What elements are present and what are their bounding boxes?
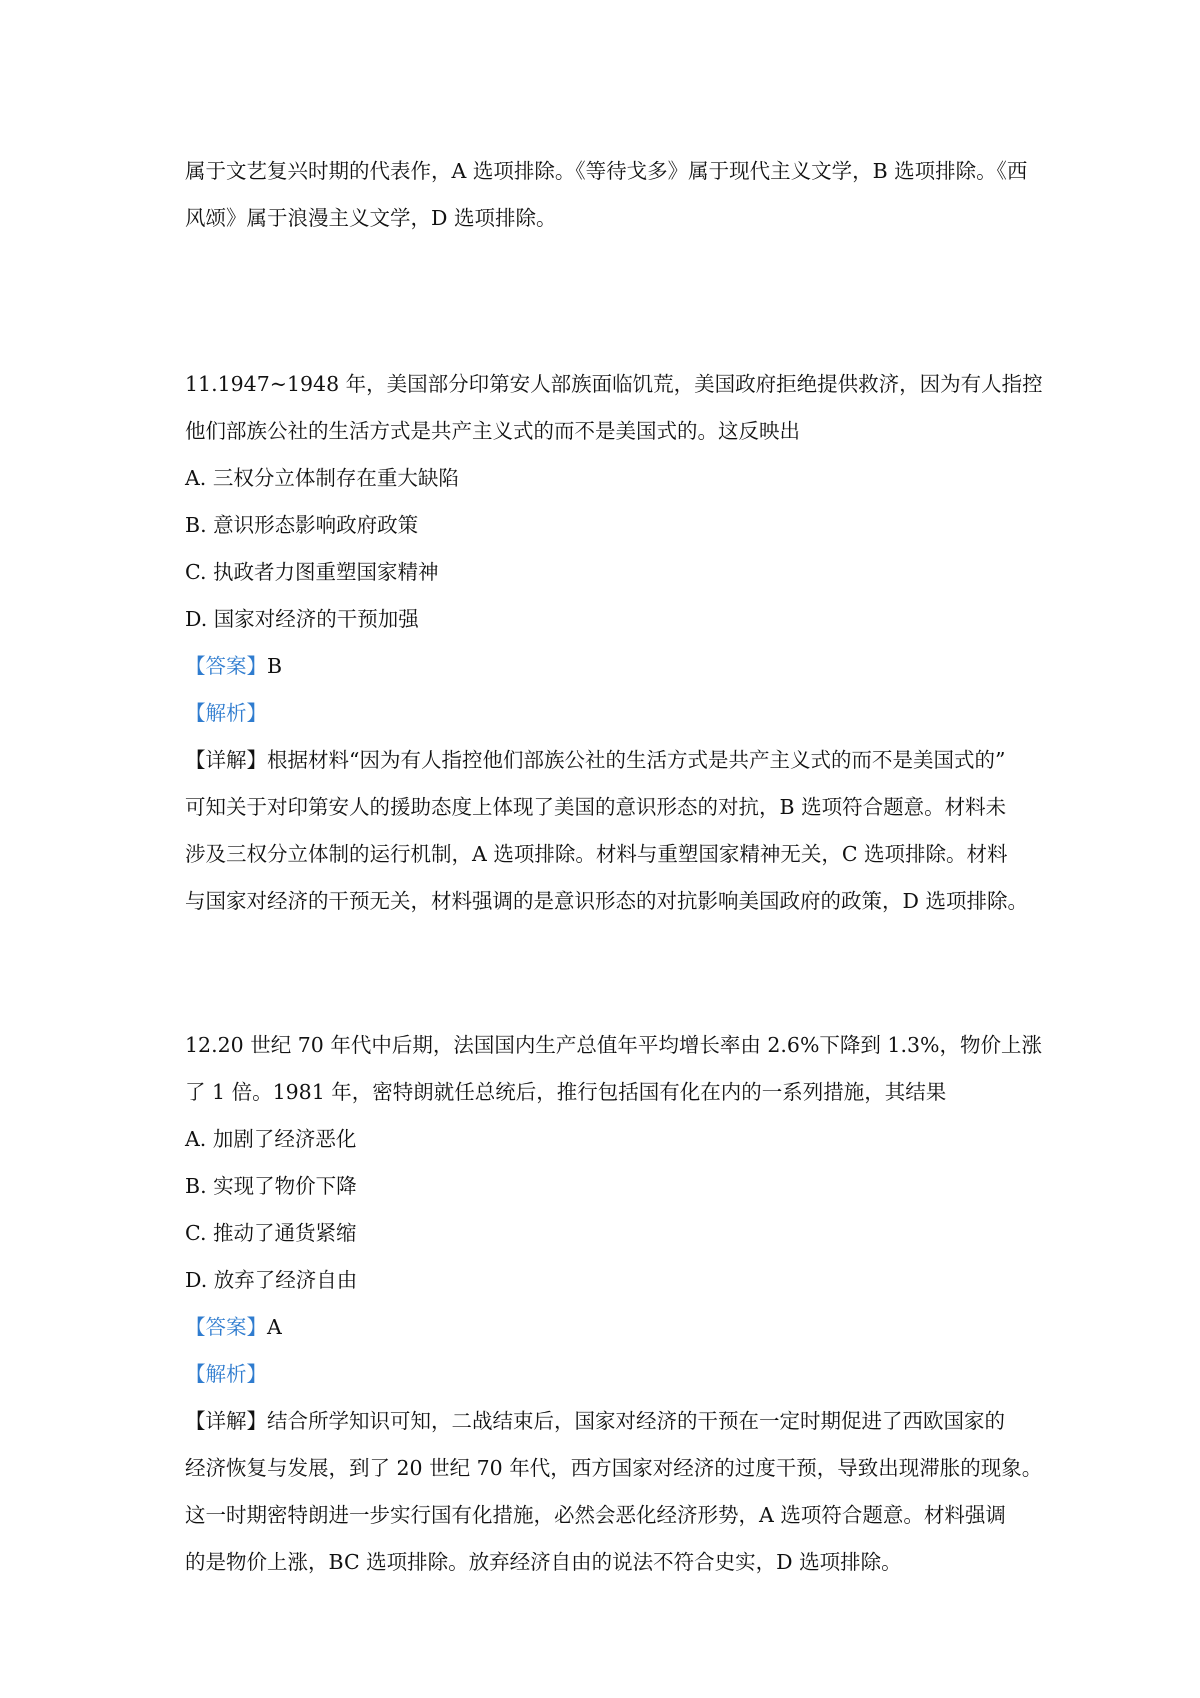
- option-b: B. 意识形态影响政府政策: [185, 513, 419, 537]
- detail-line: 这一时期密特朗进一步实行国有化措施，必然会恶化经济形势，A 选项符合题意。材料强调: [185, 1503, 1006, 1527]
- answer-tag: 【答案】: [185, 1315, 267, 1339]
- answer-tag: 【答案】: [185, 654, 267, 678]
- question-stem-line: 了 1 倍。1981 年，密特朗就任总统后，推行包括国有化在内的一系列措施，其结果: [185, 1080, 947, 1104]
- option-a: A. 三权分立体制存在重大缺陷: [185, 466, 459, 490]
- detail-line: 可知关于对印第安人的援助态度上体现了美国的意识形态的对抗，B 选项符合题意。材料未: [185, 795, 1007, 819]
- option-a: A. 加剧了经济恶化: [185, 1127, 357, 1151]
- option-c: C. 执政者力图重塑国家精神: [185, 560, 439, 584]
- option-b: B. 实现了物价下降: [185, 1174, 357, 1198]
- text-line: 属于文艺复兴时期的代表作，A 选项排除。《等待戈多》属于现代主义文学，B 选项排除。《西: [185, 159, 1028, 183]
- text-line: 风颂》属于浪漫主义文学，D 选项排除。: [185, 206, 557, 230]
- answer-line: [185, 1304, 1035, 1351]
- option-d: D. 放弃了经济自由: [185, 1268, 358, 1292]
- answer-line: [185, 643, 1035, 690]
- question-stem-line: 11.1947~1948 年，美国部分印第安人部族面临饥荒，美国政府拒绝提供救济，因为有人指控: [185, 372, 1043, 396]
- answer-value: B: [267, 654, 283, 678]
- question-11: [185, 361, 1043, 925]
- detail-line: 【详解】结合所学知识可知，二战结束后，国家对经济的干预在一定时期促进了西欧国家的: [185, 1409, 1005, 1433]
- detail-line: 涉及三权分立体制的运行机制，A 选项排除。材料与重塑国家精神无关，C 选项排除。材料: [185, 842, 1008, 866]
- analysis-tag: 【解析】: [185, 1362, 267, 1386]
- answer-value: A: [267, 1315, 282, 1339]
- option-d: D. 国家对经济的干预加强: [185, 607, 419, 631]
- question-stem-line: 12.20 世纪 70 年代中后期，法国国内生产总值年平均增长率由 2.6%下降到 1.3%，物价上涨: [185, 1033, 1043, 1057]
- detail-line: 【详解】根据材料“因为有人指控他们部族公社的生活方式是共产主义式的而不是美国式的”: [185, 748, 1006, 772]
- question-12: [185, 1022, 1043, 1586]
- detail-line: 与国家对经济的干预无关，材料强调的是意识形态的对抗影响美国政府的政策，D 选项排除。: [185, 889, 1028, 913]
- question-stem-line: 他们部族公社的生活方式是共产主义式的而不是美国式的。这反映出: [185, 419, 800, 443]
- continuation-paragraph: [185, 148, 1035, 242]
- option-c: C. 推动了通货紧缩: [185, 1221, 357, 1245]
- detail-line: 经济恢复与发展，到了 20 世纪 70 年代，西方国家对经济的过度干预，导致出现滞胀的现象。: [185, 1456, 1043, 1480]
- analysis-tag: 【解析】: [185, 701, 267, 725]
- detail-line: 的是物价上涨，BC 选项排除。放弃经济自由的说法不符合史实，D 选项排除。: [185, 1550, 902, 1574]
